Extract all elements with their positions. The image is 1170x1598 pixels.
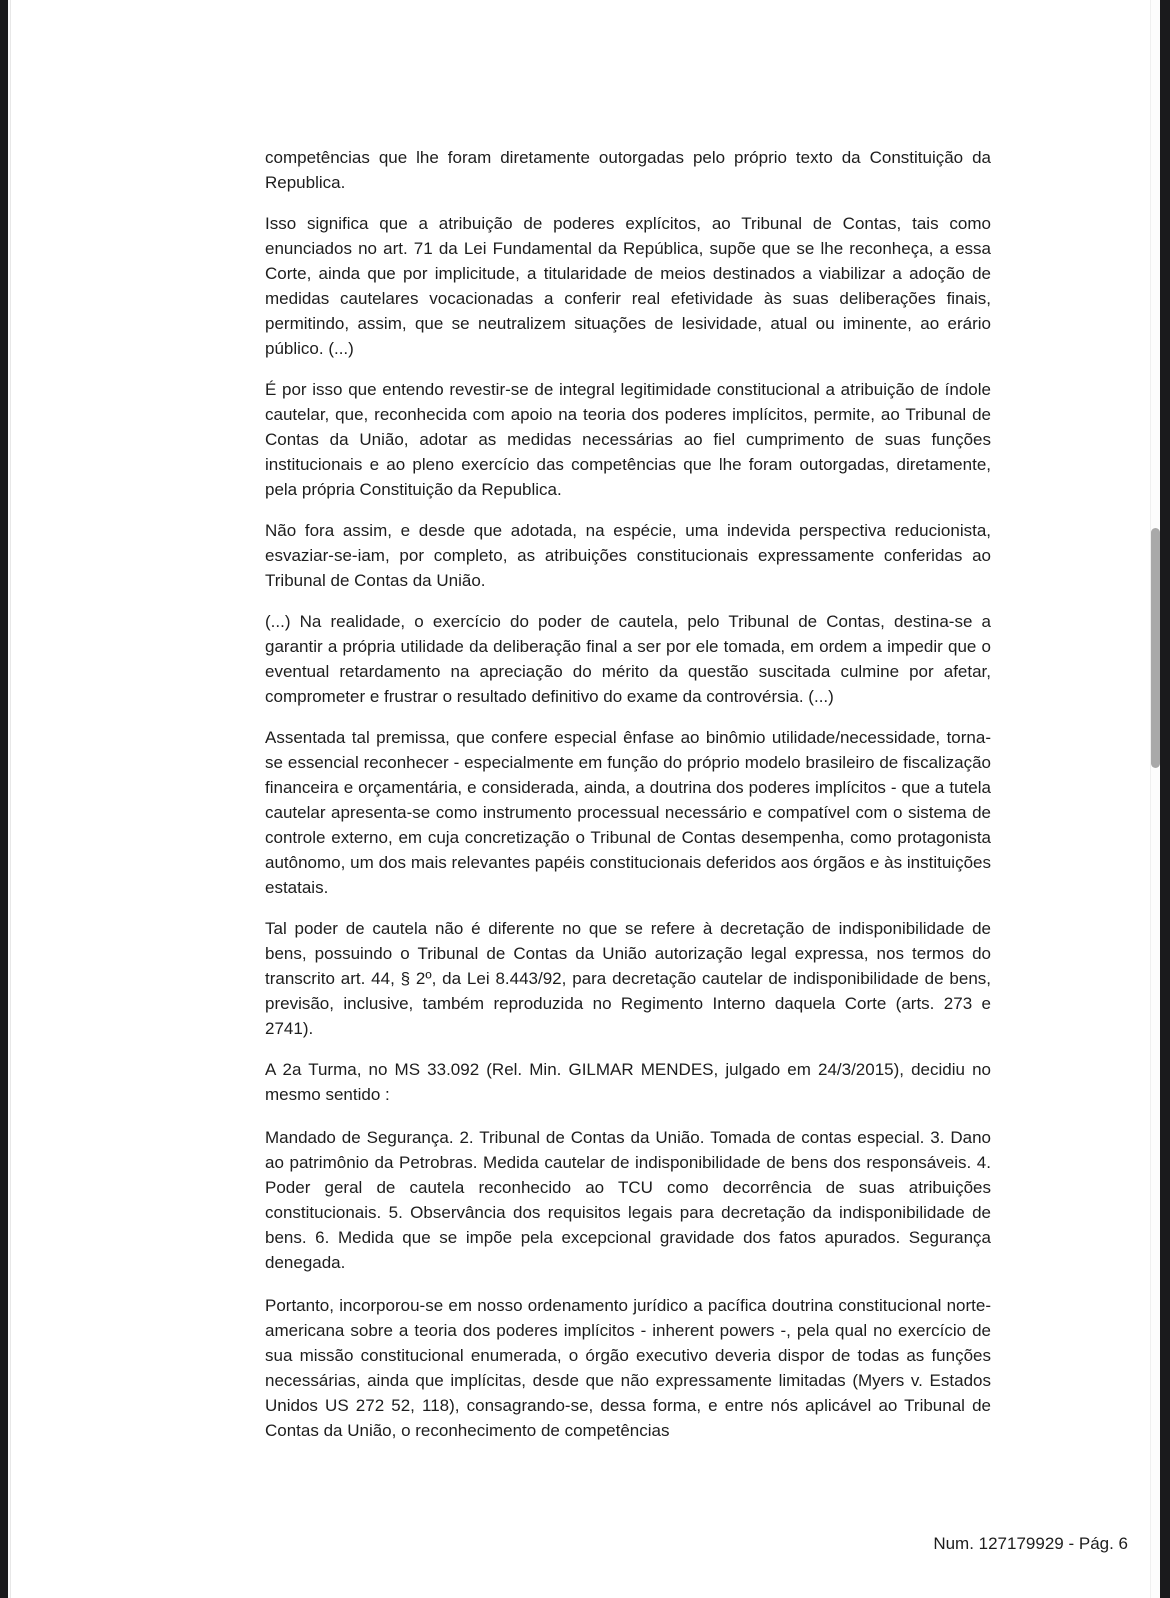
paragraph: Assentada tal premissa, que confere especial ênfase ao binômio utilidade/necessidade, torna-se essencial reconhecer - especialmente em função do próprio modelo brasileiro de fiscalização financeira e orçamentária, e considerada, ainda, a doutrina dos poderes implícitos - que a tutela cautelar apresenta-se como instrumento processual necessário e compatível com o sistema de controle externo, em cuja concretização o Tribunal de Contas desempenha, como protagonista autônomo, um dos mais relevantes papéis constitucionais deferidos aos órgãos e às instituições estatais.: [265, 728, 991, 897]
viewer-frame-right: [1160, 0, 1170, 1598]
paragraph: Portanto, incorporou-se em nosso ordenamento jurídico a pacífica doutrina constitucional norte-americana sobre a teoria dos poderes implícitos - inherent powers -, pela qual no exercício de sua missão constitucional enumerada, o órgão executivo deveria dispor de todas as funções necessárias, ainda que implícitas, desde que não expressamente limitadas (Myers v. Estados Unidos US 272 52, 118), consagrando-se, dessa forma, e entre nós aplicável ao Tribunal de Contas da União, o reconhecimento de competências: [265, 1296, 991, 1440]
page-left-edge: [8, 0, 11, 1598]
paragraph: (...) Na realidade, o exercício do poder de cautela, pelo Tribunal de Contas, destina-se a garantir a própria utilidade da deliberação final a ser por ele tomada, em ordem a impedir que o eventual retardamento na apreciação do mérito da questão suscitada culmine por afetar, comprometer e frustrar o resultado definitivo do exame da controvérsia. (...): [265, 612, 991, 706]
document-page: [12, 0, 1150, 1598]
paragraph: Isso significa que a atribuição de poderes explícitos, ao Tribunal de Contas, tais como enunciados no art. 71 da Lei Fundamental da República, supõe que se lhe reconheça, a essa Corte, ainda que por implicitude, a titularidade de meios destinados a viabilizar a adoção de medidas cautelares vocacionadas a conferir real efetividade às suas deliberações finais, permitindo, assim, que se neutralizem situações de lesividade, atual ou iminente, ao erário público. (...): [265, 214, 991, 358]
paragraph: Tal poder de cautela não é diferente no que se refere à decretação de indisponibilidade de bens, possuindo o Tribunal de Contas da União autorização legal expressa, nos termos do transcrito art. 44, § 2º, da Lei 8.443/92, para decretação cautelar de indisponibilidade de bens, previsão, inclusive, também reproduzida no Regimento Interno daquela Corte (arts. 273 e 2741).: [265, 919, 991, 1038]
scrollbar-thumb[interactable]: [1151, 528, 1160, 768]
document-text: [265, 145, 991, 1459]
paragraph: competências que lhe foram diretamente outorgadas pelo próprio texto da Constituição da Republica.: [265, 148, 991, 192]
page-number-label: Num. 127179929 - Pág. 6: [933, 1534, 1128, 1553]
quote-paragraph: Mandado de Segurança. 2. Tribunal de Contas da União. Tomada de contas especial. 3. Dano ao patrimônio da Petrobras. Medida cautelar de indisponibilidade de bens dos responsáveis. 4. Poder geral de cautela reconhecido ao TCU como decorrência de suas atribuições constitucionais. 5. Observância dos requisitos legais para decretação da indisponibilidade de bens. 6. Medida que se impõe pela excepcional gravidade dos fatos apurados. Segurança denegada.: [265, 1128, 991, 1272]
paragraph: É por isso que entendo revestir-se de integral legitimidade constitucional a atribuição de índole cautelar, que, reconhecida com apoio na teoria dos poderes implícitos, permite, ao Tribunal de Contas da União, adotar as medidas necessárias ao fiel cumprimento de suas funções institucionais e ao pleno exercício das competências que lhe foram outorgadas, diretamente, pela própria Constituição da Republica.: [265, 380, 991, 499]
viewer-frame-left: [0, 0, 8, 1598]
paragraph: Não fora assim, e desde que adotada, na espécie, uma indevida perspectiva reducionista, esvaziar-se-iam, por completo, as atribuições constitucionais expressamente conferidas ao Tribunal de Contas da União.: [265, 521, 991, 590]
scrollbar-track[interactable]: [1150, 0, 1160, 1598]
paragraph: A 2a Turma, no MS 33.092 (Rel. Min. GILMAR MENDES, julgado em 24/3/2015), decidiu no mesmo sentido :: [265, 1060, 991, 1104]
